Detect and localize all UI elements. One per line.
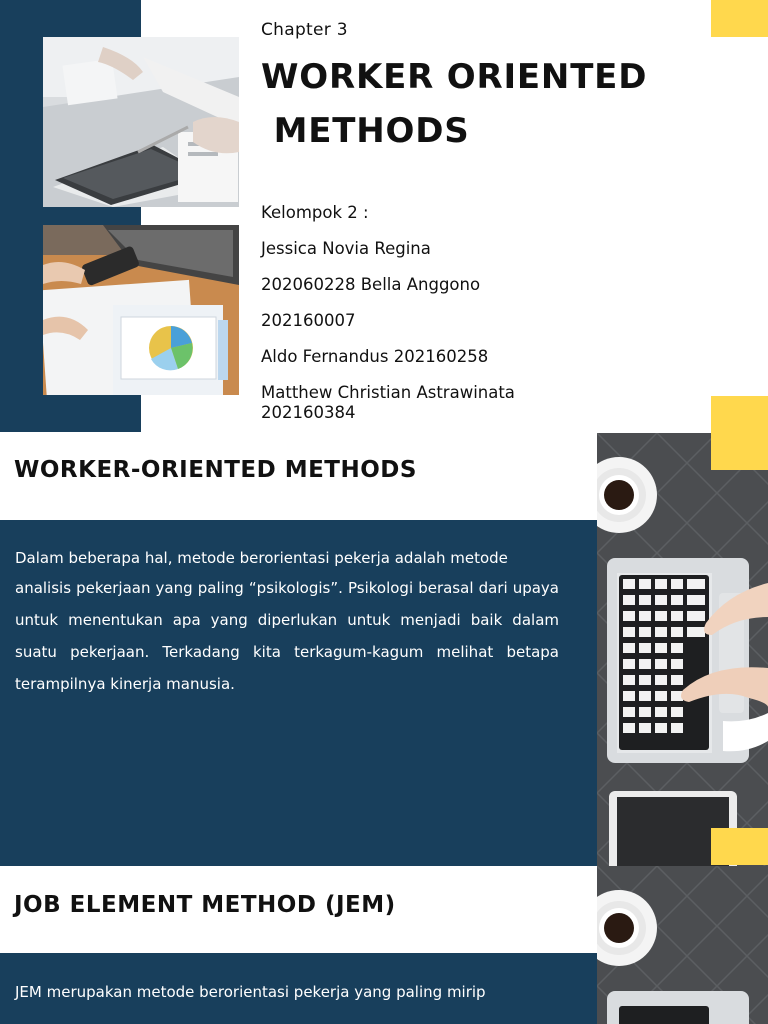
yellow-accent-block xyxy=(711,396,768,433)
laptop-photo xyxy=(597,866,768,1024)
member-line: Aldo Fernandus 202160258 xyxy=(261,347,489,366)
slide-title-line-2: METHODS xyxy=(261,111,470,151)
group-label: Kelompok 2 : xyxy=(261,203,369,222)
member-line: Jessica Novia Regina xyxy=(261,239,431,258)
group-members-list xyxy=(261,203,515,423)
member-line: Matthew Christian Astrawinata 202160384 xyxy=(261,383,515,422)
office-photo-tablet xyxy=(43,37,239,207)
section-heading: WORKER-ORIENTED METHODS xyxy=(14,457,417,483)
office-photo-charts xyxy=(43,225,239,395)
slide-title-line-1: WORKER ORIENTED xyxy=(261,57,648,97)
paragraph-body: analisis pekerjaan yang paling “psikologis”. Psikologi berasal dari upaya untuk menentukan apa yang diperlukan untuk menjadi baik dalam suatu pekerjaan. Terkadang kita terkagum-kagum melihat betapa terampilnya kinerja manusia. xyxy=(15,579,559,693)
yellow-accent-block xyxy=(711,433,768,470)
section-paragraph: JEM merupakan metode berorientasi pekerja yang paling mirip xyxy=(15,983,486,1001)
laptop-photo xyxy=(597,433,768,866)
slide-title xyxy=(261,50,647,158)
chapter-label: Chapter 3 xyxy=(261,20,348,40)
yellow-accent-block xyxy=(711,828,768,865)
yellow-accent-block xyxy=(711,0,768,37)
paragraph-first-line: Dalam beberapa hal, metode berorientasi pekerja adalah metode xyxy=(15,549,508,567)
section-paragraph xyxy=(15,548,559,700)
member-line: 202160007 xyxy=(261,311,356,330)
member-line: 202060228 Bella Anggono xyxy=(261,275,481,294)
section-heading: JOB ELEMENT METHOD (JEM) xyxy=(14,892,396,918)
